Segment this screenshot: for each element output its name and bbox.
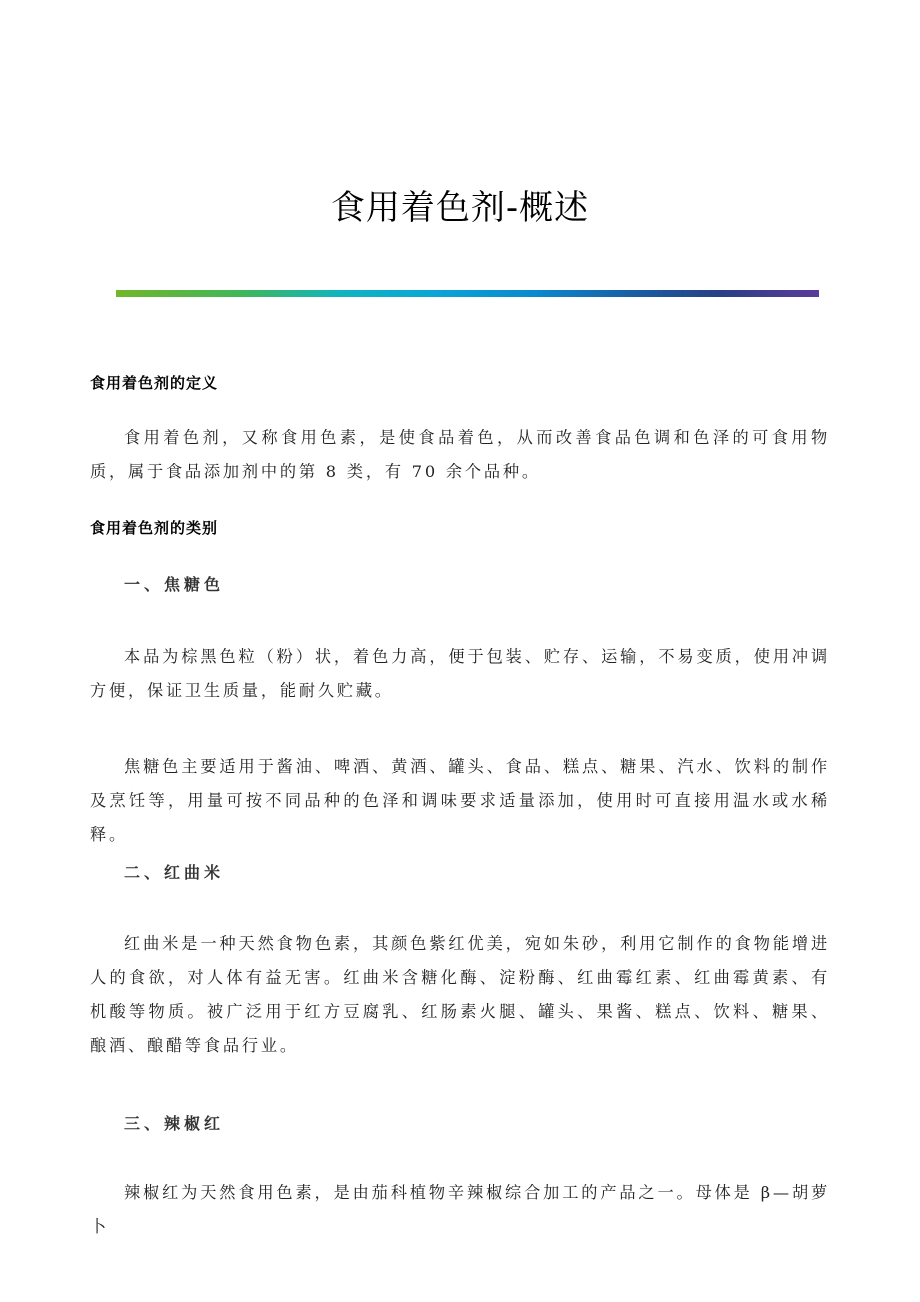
caramel-paragraph-2: 焦糖色主要适用于酱油、啤酒、黄酒、罐头、食品、糕点、糖果、汽水、饮料的制作及烹饪等，用量可按不同品种的色泽和调味要求适量添加，使用时可直接用温水或水稀释。 xyxy=(90,757,830,844)
section-heading-definition: 食用着色剂的定义 xyxy=(90,374,219,392)
subheading-red-yeast-rice: 二、红曲米 xyxy=(124,863,225,882)
definition-paragraph: 食用着色剂，又称食用色素，是使食品着色，从而改善食品色调和色泽的可食用物质，属于食品添加剂中的第 8 类，有 70 余个品种。 xyxy=(90,428,830,481)
subheading-paprika-red: 三、辣椒红 xyxy=(124,1114,225,1133)
title-gradient-divider xyxy=(116,290,819,297)
page-title: 食用着色剂-概述 xyxy=(330,188,590,228)
red-yeast-rice-paragraph: 红曲米是一种天然食物色素，其颜色紫红优美，宛如朱砂，利用它制作的食物能增进人的食欲，对人体有益无害。红曲米含糖化酶、淀粉酶、红曲霉红素、红曲霉黄素、有机酸等物质。被广泛用于红方豆腐乳、红肠素火腿、罐头、果酱、糕点、饮料、糖果、酿酒、酿醋等食品行业。 xyxy=(90,934,830,1055)
section-heading-categories: 食用着色剂的类别 xyxy=(90,519,219,537)
paprika-red-paragraph: 辣椒红为天然食用色素，是由茄科植物辛辣椒综合加工的产品之一。母体是 β—胡萝卜 xyxy=(90,1183,830,1236)
subheading-caramel-color: 一、焦糖色 xyxy=(124,575,225,594)
caramel-paragraph-1: 本品为棕黑色粒（粉）状，着色力高，便于包装、贮存、运输，不易变质，使用冲调方便，保证卫生质量，能耐久贮藏。 xyxy=(90,647,830,700)
